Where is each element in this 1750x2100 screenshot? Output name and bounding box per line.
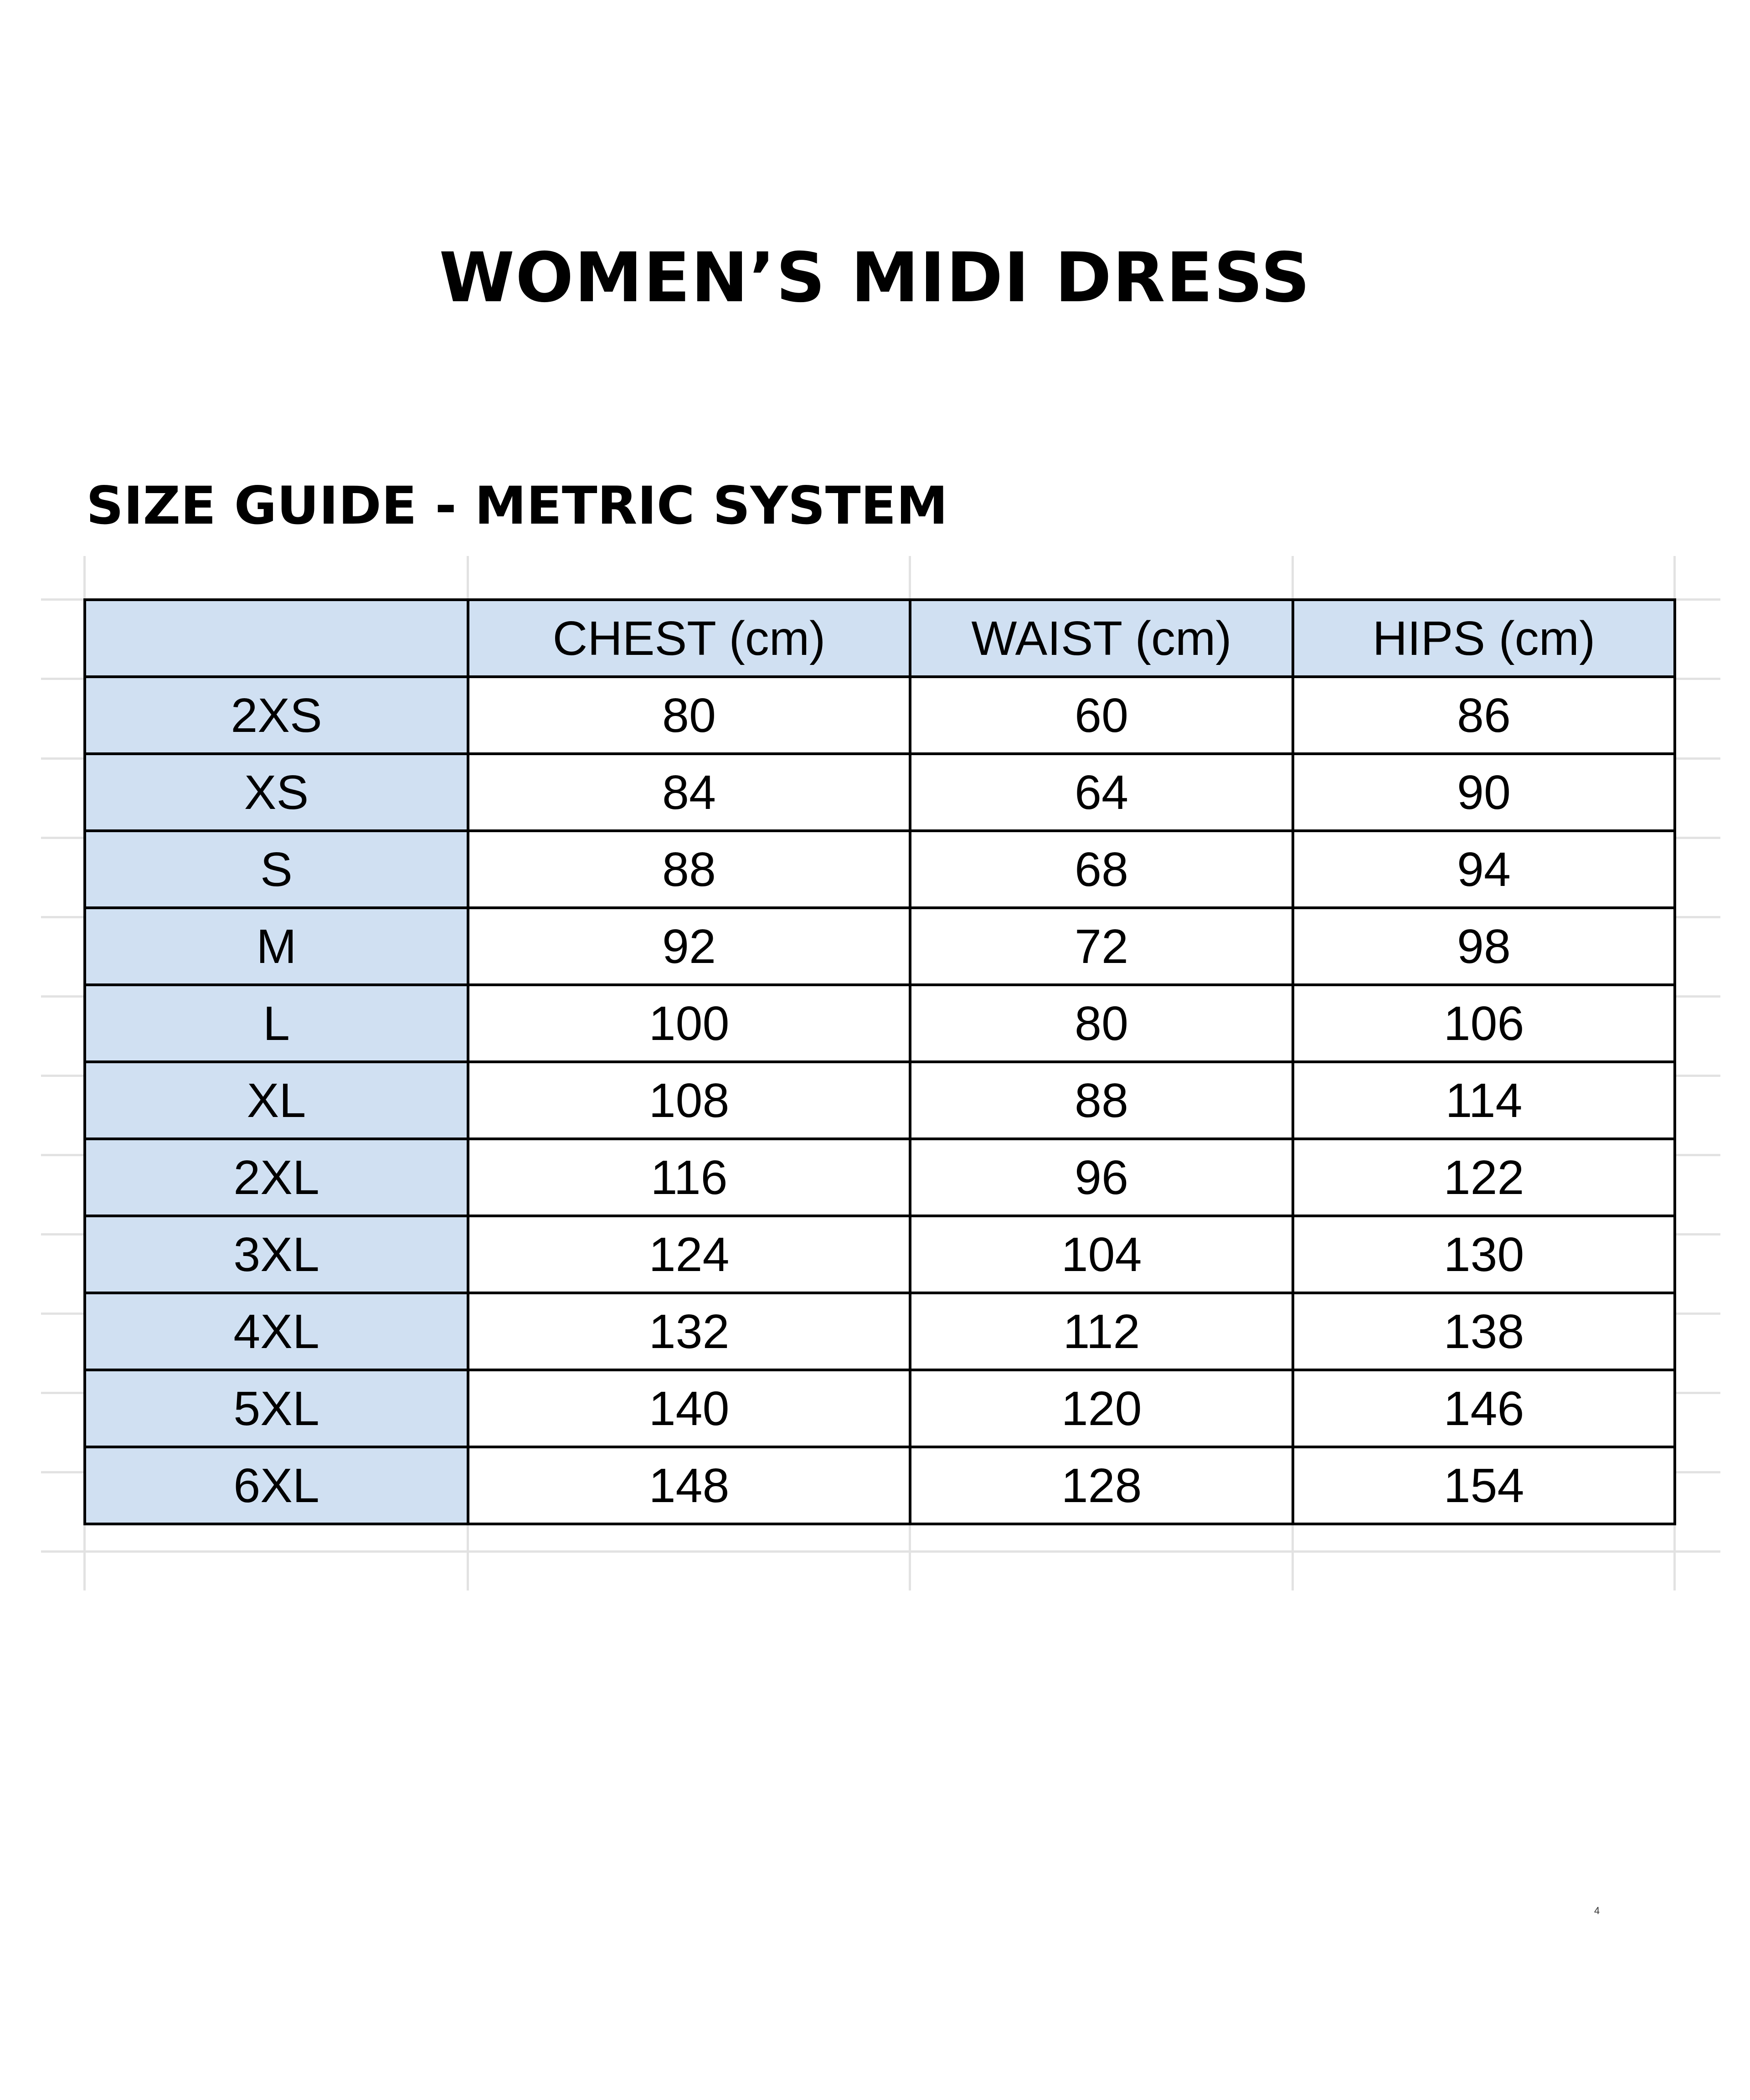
- waist-cell: 96: [910, 1139, 1293, 1216]
- table-row: [85, 1370, 1675, 1447]
- table-row: [85, 754, 1675, 831]
- hips-cell: 154: [1293, 1447, 1675, 1524]
- header-cell-hips: HIPS (cm): [1293, 600, 1675, 677]
- table-row: [85, 985, 1675, 1062]
- hips-cell: 106: [1293, 985, 1675, 1062]
- table-row: [85, 1447, 1675, 1524]
- table-header-row: [85, 600, 1675, 677]
- chest-cell: 108: [468, 1062, 910, 1139]
- size-cell: 4XL: [85, 1293, 468, 1370]
- table-row: [85, 908, 1675, 985]
- hips-cell: 130: [1293, 1216, 1675, 1293]
- hips-cell: 146: [1293, 1370, 1675, 1447]
- waist-cell: 112: [910, 1293, 1293, 1370]
- size-cell: 5XL: [85, 1370, 468, 1447]
- waist-cell: 120: [910, 1370, 1293, 1447]
- header-cell-size: [85, 600, 468, 677]
- chest-cell: 92: [468, 908, 910, 985]
- hips-cell: 122: [1293, 1139, 1675, 1216]
- size-table: [83, 598, 1676, 1525]
- chest-cell: 84: [468, 754, 910, 831]
- size-cell: L: [85, 985, 468, 1062]
- table-row: [85, 1139, 1675, 1216]
- size-cell: 6XL: [85, 1447, 468, 1524]
- section-heading: SIZE GUIDE - METRIC SYSTEM: [86, 475, 948, 536]
- chest-cell: 116: [468, 1139, 910, 1216]
- table-row: [85, 1216, 1675, 1293]
- waist-cell: 88: [910, 1062, 1293, 1139]
- chest-cell: 124: [468, 1216, 910, 1293]
- header-cell-waist: WAIST (cm): [910, 600, 1293, 677]
- size-cell: XS: [85, 754, 468, 831]
- size-cell: 2XS: [85, 677, 468, 754]
- waist-cell: 104: [910, 1216, 1293, 1293]
- chest-cell: 140: [468, 1370, 910, 1447]
- waist-cell: 72: [910, 908, 1293, 985]
- hips-cell: 90: [1293, 754, 1675, 831]
- waist-cell: 128: [910, 1447, 1293, 1524]
- table-row: [85, 831, 1675, 908]
- grid-line: [41, 1550, 1720, 1553]
- chest-cell: 88: [468, 831, 910, 908]
- table-row: [85, 677, 1675, 754]
- table-row: [85, 1062, 1675, 1139]
- size-cell: XL: [85, 1062, 468, 1139]
- chest-cell: 80: [468, 677, 910, 754]
- header-cell-chest: CHEST (cm): [468, 600, 910, 677]
- waist-cell: 64: [910, 754, 1293, 831]
- table-body: [85, 677, 1675, 1524]
- waist-cell: 80: [910, 985, 1293, 1062]
- size-cell: S: [85, 831, 468, 908]
- page-number: 4: [1594, 1905, 1600, 1916]
- hips-cell: 114: [1293, 1062, 1675, 1139]
- waist-cell: 68: [910, 831, 1293, 908]
- chest-cell: 132: [468, 1293, 910, 1370]
- page-title: WOMEN’S MIDI DRESS: [439, 238, 1311, 318]
- size-cell: 3XL: [85, 1216, 468, 1293]
- hips-cell: 86: [1293, 677, 1675, 754]
- hips-cell: 94: [1293, 831, 1675, 908]
- chest-cell: 148: [468, 1447, 910, 1524]
- hips-cell: 98: [1293, 908, 1675, 985]
- hips-cell: 138: [1293, 1293, 1675, 1370]
- chest-cell: 100: [468, 985, 910, 1062]
- size-cell: M: [85, 908, 468, 985]
- table-row: [85, 1293, 1675, 1370]
- waist-cell: 60: [910, 677, 1293, 754]
- size-cell: 2XL: [85, 1139, 468, 1216]
